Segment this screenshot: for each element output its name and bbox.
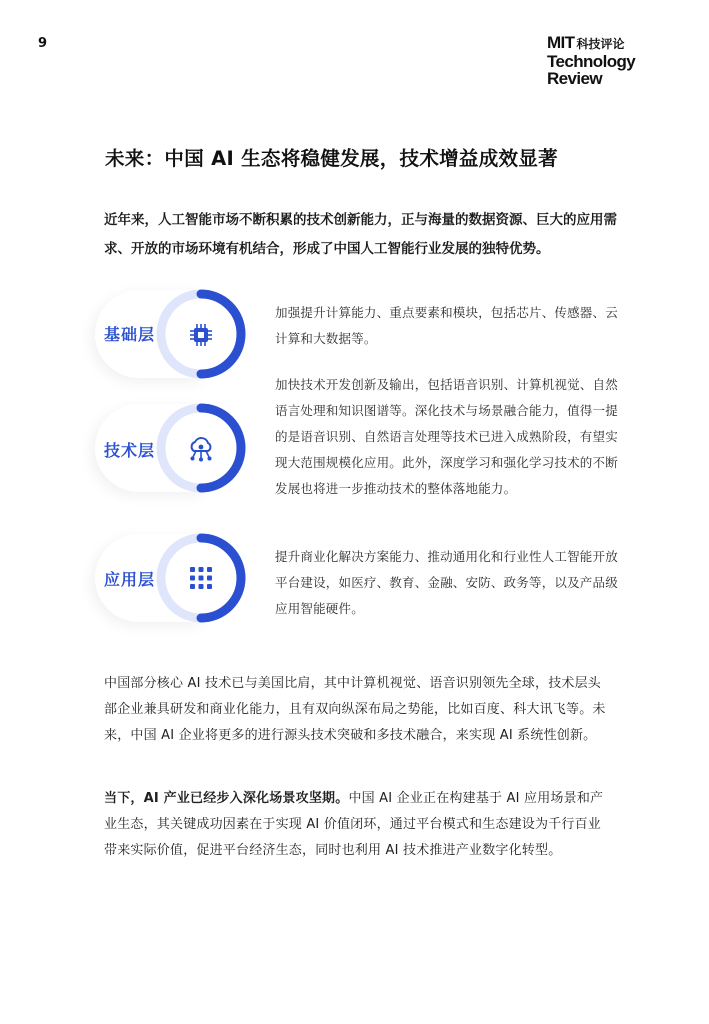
ai-layers-diagram [0,280,709,640]
logo-review: Review [547,69,602,88]
layer-text-technology: 加快技术开发创新及输出，包括语音识别、计算机视觉、自然语言处理和知识图谱等。深化技术与场景融合能力，值得一提的是语音识别、自然语言处理等技术已进入成熟阶段，有望实现大范围规模化应用。此外，深度学习和强化学习技术的不断发展也将进一步推动技术的整体落地能力。 [275,377,618,496]
logo-technology: Technology [547,52,636,71]
chip-icon [187,321,215,349]
layer-label-application: 应用层 [104,570,156,589]
layer-label-foundation: 基础层 [104,325,156,344]
layer-text-application: 提升商业化解决方案能力、推动通用化和行业性人工智能开放平台建设，如医疗、教育、金融、安防、政务等，以及产品级应用智能硬件。 [275,549,618,616]
paragraph-deep-scenarios [104,786,614,864]
mit-technology-review-logo [547,34,657,87]
cloud-network-icon [186,434,216,464]
paragraph-rest: 中国 AI 企业正在构建基于 AI 应用场景和产业生态，其关键成功因素在于实现 AI 价值闭环，通过平台模式和生态建设为千行百业带来实际价值，促进平台经济生态，同时也利用 AI 技术推进产业数字化转型。 [104,791,604,858]
logo-mit: MIT [547,33,575,52]
page-number: 9 [38,36,48,51]
paragraph-lead: 当下，AI 产业已经步入深化场景攻坚期。 [104,791,349,806]
logo-cn: 科技评论 [576,37,625,51]
paragraph-core-tech: 中国部分核心 AI 技术已与美国比肩，其中计算机视觉、语音识别领先全球，技术层头部企业兼具研发和商业化能力，且有双向纵深布局之势能，比如百度、科大讯飞等。未来，中国 AI 企业将更多的进行源头技术突破和多技术融合，来实现 AI 系统性创新。 [104,676,606,743]
grid-apps-icon [187,564,215,592]
intro-paragraph: 近年来，人工智能市场不断积累的技术创新能力，正与海量的数据资源、巨大的应用需求、开放的市场环境有机结合，形成了中国人工智能行业发展的独特优势。 [104,212,617,257]
layer-text-foundation: 加强提升计算能力、重点要素和模块，包括芯片、传感器、云计算和大数据等。 [275,305,618,346]
section-title: 未来：中国 AI 生态将稳健发展，技术增益成效显著 [105,147,558,170]
layer-label-technology: 技术层 [104,441,156,460]
